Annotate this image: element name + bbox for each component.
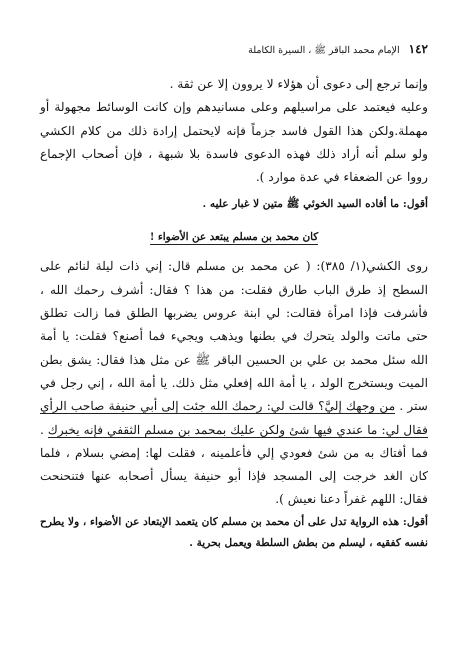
page-header (40, 42, 428, 58)
paragraph: وإنما ترجع إلى دعوى أن هؤلاء لا يروون إلا عن ثقة . (169, 77, 428, 91)
paragraph: وعليه فيعتمد على مراسيلهم وعلى مسانيدهم وإن كانت الوسائط مجهولة أو مهملة.ولكن هذا القول فاسد جزماً فإنه لايحتمل إرادة ذلك من كلام الكشي ولو سلم أنه أراد ذلك فهذه الدعوى فاسدة بلا شبهة ، فإن أصحاب الإجماع رووا عن الضعفاء في عدة موارد ). (40, 100, 428, 185)
section-heading-text: كان محمد بن مسلم يبتعد عن الأضواء ! (149, 231, 319, 244)
running-title: الإمام محمد الباقر ﷺ ، السيرة الكاملة (248, 45, 400, 56)
narration-text: روى الكشي(١/ ٣٨٥): ( عن محمد بن مسلم قال: إني ذات ليلة لنائم على السطح إذ طرق الباب طارق فقلت: من هذا ؟ فقال: أشرف رحمك الله ، فأشرفت فإذا امرأة فقالت: لي ابنة عروس يضربها الطلق فما زالت تطلق حتى ماتت والولد يتحرك في بطنها ويذهب ويجيء فما أصنع؟ فقلت: يا أمة الله سئل محمد بن علي بن الحسين الباقر ﷺ عن مثل هذا فقال: يشق بطن الميت ويستخرج الولد ، يا أمة الله إفعلي مثل ذلك. يا أمة الله ، إني رجل في ستر . (40, 259, 428, 414)
author-note: أقول: هذه الرواية تدل على أن محمد بن مسلم كان يتعمد الإبتعاد عن الأضواء ، ولا يطرح نفسه كفقيه ، ليسلم من بطش السلطة ويعمل بحرية . (40, 515, 428, 549)
author-note: أقول: ما أفاده السيد الخوئي ﷺ متين لا غبار عليه . (202, 198, 428, 211)
page-body (40, 73, 428, 554)
narration-ending: . فما أفتاك به من شئ فعودي إلي فأعلمينه ، فقلت لها: إمضي بسلام ، فلما كان الغد خرجت إلى المسجد فإذا أبو حنيفة يسأل أصحابه عنها فتنحنحت فقال: اللهم غفراً دعنا نعيش ). (40, 422, 428, 507)
underlined-passage: من وجهك إليَّ؟ قالت لي: رحمك الله جئت إلى أبي حنيفة صاحب الرأي فقال لي: ما عندي فيها شئ ولكن عليك بمحمد بن مسلم الثقفي فإنه يخبرك (40, 399, 428, 437)
section-heading (40, 229, 428, 245)
page-number: ١٤٢ (408, 42, 428, 56)
narration-paragraph (40, 255, 428, 511)
